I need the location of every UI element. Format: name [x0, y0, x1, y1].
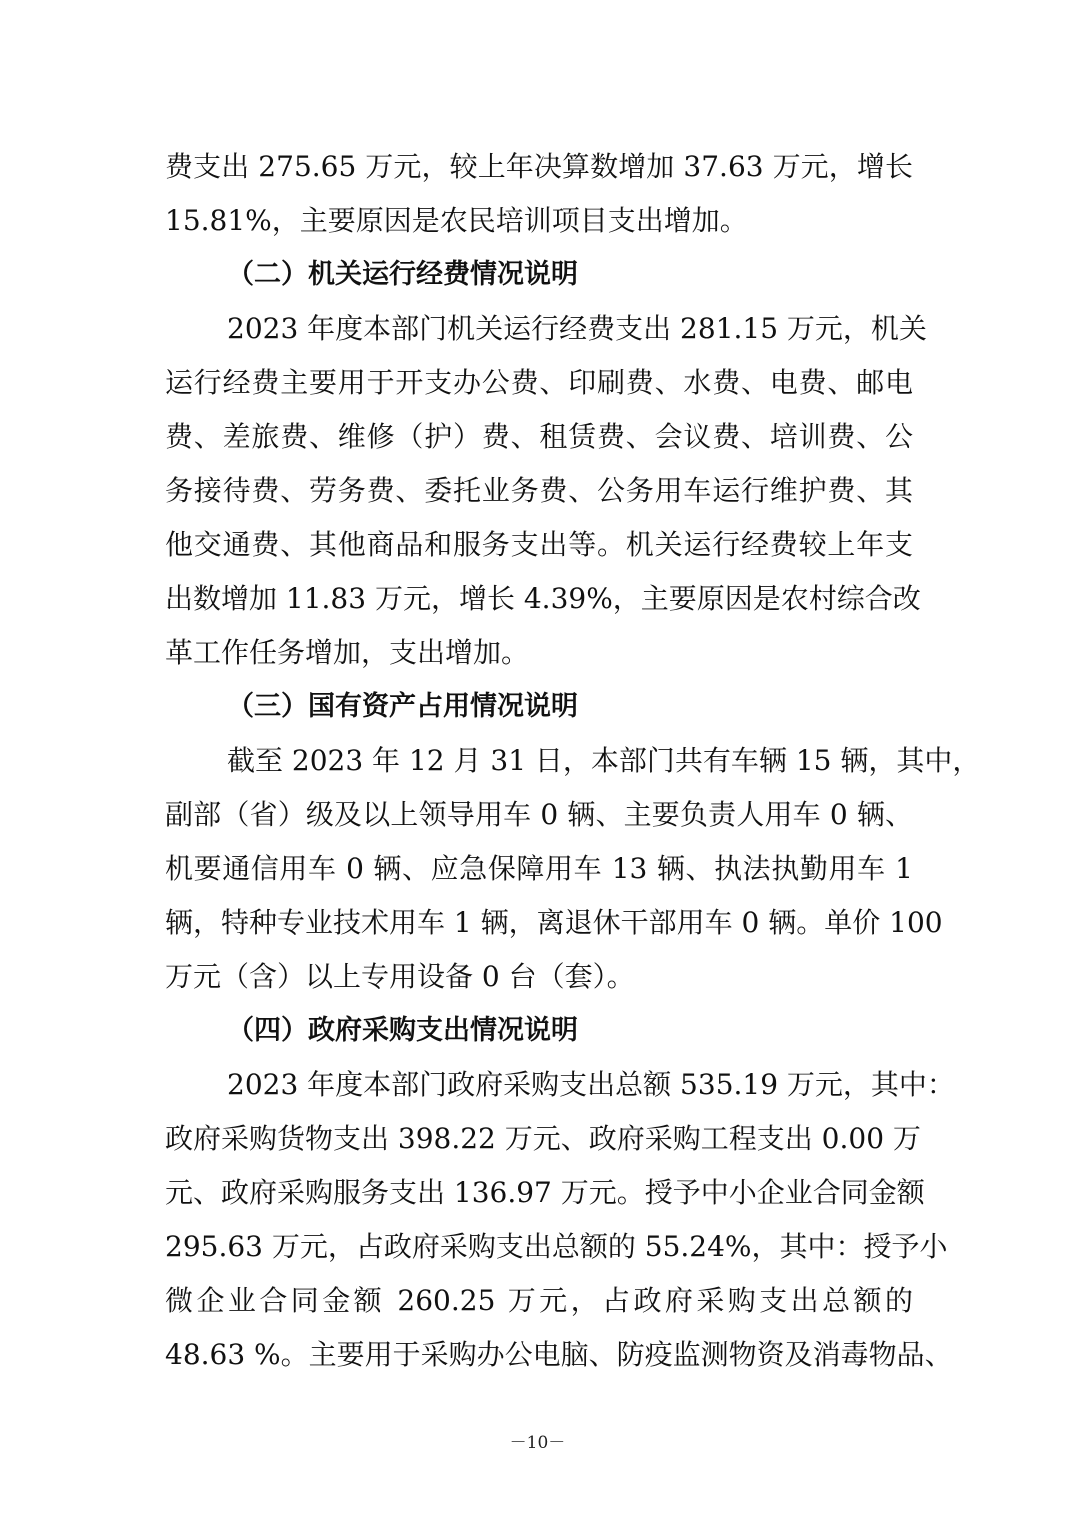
paragraph-line: 15.81%，主要原因是农民培训项目支出增加。 [165, 204, 748, 237]
section-heading-3: （三）国有资产占用情况说明 [227, 691, 578, 722]
page-number: －10－ [509, 1433, 566, 1453]
document-body [165, 140, 981, 1382]
paragraph-line: 机要通信用车 0 辆、应急保障用车 13 辆、执法执勤用车 1 [165, 852, 913, 885]
paragraph-line: 运行经费主要用于开支办公费、印刷费、水费、电费、邮电 [165, 366, 913, 399]
paragraph-line: 截至 2023 年 12 月 31 日，本部门共有车辆 15 辆，其中， [227, 744, 981, 777]
paragraph-line: 出数增加 11.83 万元，增长 4.39%，主要原因是农村综合改 [165, 582, 921, 615]
paragraph-line: 万元（含）以上专用设备 0 台（套）。 [165, 960, 635, 993]
paragraph-line: 48.63 %。主要用于采购办公电脑、防疫监测物资及消毒物品、 [165, 1338, 953, 1371]
paragraph-line: 元、政府采购服务支出 136.97 万元。授予中小企业合同金额 [165, 1176, 925, 1209]
paragraph-line: 革工作任务增加，支出增加。 [165, 636, 530, 669]
paragraph-line: 295.63 万元，占政府采购支出总额的 55.24%，其中：授予小 [165, 1230, 948, 1263]
section-heading-2: （二）机关运行经费情况说明 [227, 259, 578, 290]
section-heading-4: （四）政府采购支出情况说明 [227, 1015, 578, 1046]
paragraph-line: 2023 年度本部门政府采购支出总额 535.19 万元，其中： [227, 1068, 955, 1101]
paragraph-line: 费支出 275.65 万元，较上年决算数增加 37.63 万元，增长 [165, 150, 913, 183]
paragraph-line: 务接待费、劳务费、委托业务费、公务用车运行维护费、其 [165, 474, 913, 507]
paragraph-line: 副部（省）级及以上领导用车 0 辆、主要负责人用车 0 辆、 [165, 798, 913, 831]
paragraph-line: 微企业合同金额 260.25 万元，占政府采购支出总额的 [165, 1284, 913, 1317]
paragraph-line: 2023 年度本部门机关运行经费支出 281.15 万元，机关 [227, 312, 927, 345]
paragraph-line: 费、差旅费、维修（护）费、租赁费、会议费、培训费、公 [165, 420, 913, 453]
paragraph-line: 辆，特种专业技术用车 1 辆，离退休干部用车 0 辆。单价 100 [165, 906, 943, 939]
paragraph-line: 他交通费、其他商品和服务支出等。机关运行经费较上年支 [165, 528, 913, 561]
paragraph-line: 政府采购货物支出 398.22 万元、政府采购工程支出 0.00 万 [165, 1122, 921, 1155]
